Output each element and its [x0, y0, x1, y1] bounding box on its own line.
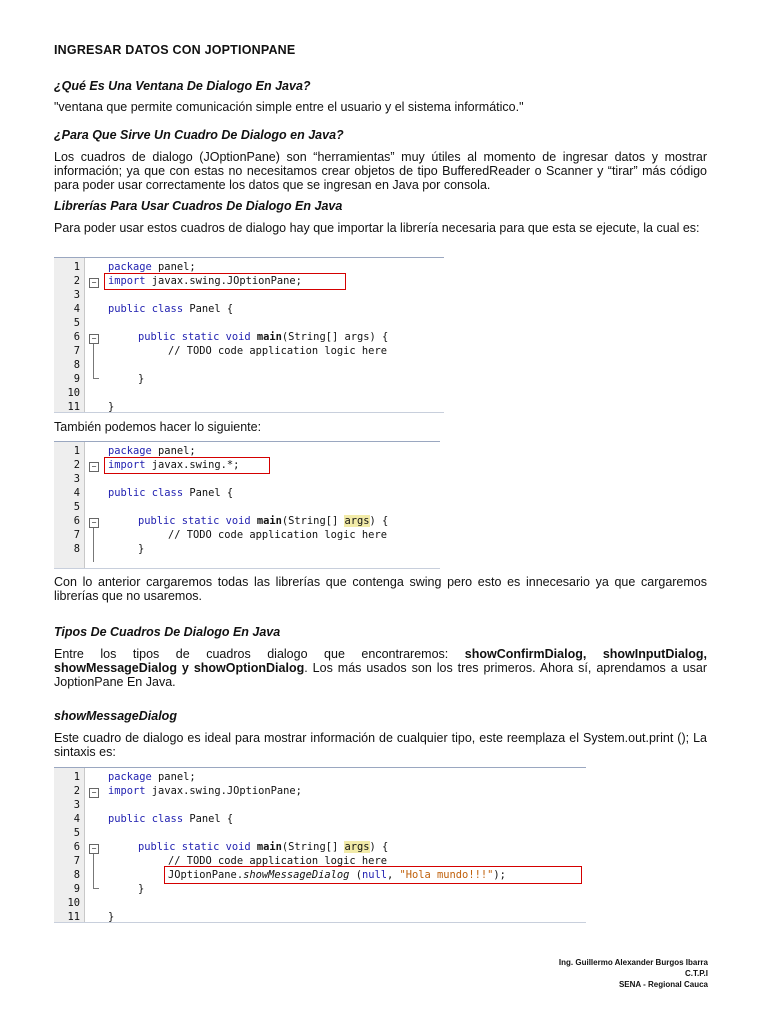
line-number: 11 — [67, 401, 80, 413]
code-text: ( — [349, 869, 362, 881]
code-keyword: public static void — [138, 515, 251, 527]
code-keyword: null — [361, 869, 387, 881]
question-heading-2: ¿Para Que Sirve Un Cuadro De Dialogo en Java? — [54, 128, 344, 142]
line-number: 6 — [73, 331, 80, 343]
code-text: ); — [493, 869, 506, 881]
fold-collapse-icon[interactable]: − — [89, 788, 99, 798]
code-method-name: main — [256, 841, 282, 853]
line-number: 4 — [73, 303, 80, 315]
fold-collapse-icon[interactable]: − — [89, 518, 99, 528]
question-heading-1: ¿Qué Es Una Ventana De Dialogo En Java? — [54, 79, 311, 93]
code-keyword: package — [108, 445, 152, 457]
highlight-box — [104, 273, 346, 290]
line-number: 6 — [73, 515, 80, 527]
line-number: 5 — [73, 827, 80, 839]
types-paragraph — [54, 647, 707, 689]
showmessagedialog-paragraph: Este cuadro de dialogo es ideal para mostrar información de cualquier tipo, este reemplaza el System.out.print (); La sintaxis es: — [54, 731, 707, 759]
line-number: 11 — [67, 911, 80, 923]
code-text: panel; — [151, 261, 196, 273]
code-highlighted-arg: args — [344, 841, 370, 853]
line-number: 1 — [73, 261, 80, 273]
code-text: , — [386, 869, 400, 881]
fold-guide-line — [93, 854, 94, 888]
line-number: 9 — [73, 883, 80, 895]
code-keyword: import — [108, 275, 146, 287]
document-title: INGRESAR DATOS CON JOPTIONPANE — [54, 43, 296, 57]
line-number: 1 — [73, 445, 80, 457]
previous-explanation-paragraph: Con lo anterior cargaremos todas las librerías que contenga swing pero esto es innecesario ya que cargaremos librerías que no usaremos. — [54, 575, 707, 603]
code-text: } — [108, 911, 115, 923]
code-block-1 — [54, 257, 444, 413]
code-comment: // TODO code application logic here — [168, 529, 387, 541]
code-text: } — [138, 543, 145, 555]
code-text: (String[] args) { — [281, 331, 389, 343]
line-number: 3 — [73, 473, 80, 485]
line-number: 9 — [73, 373, 80, 385]
code-keyword: public class — [108, 487, 184, 499]
question-answer-1: "ventana que permite comunicación simple entre el usuario y el sistema informático." — [54, 100, 524, 114]
fold-guide-line — [93, 528, 94, 562]
section-heading-showmessagedialog: showMessageDialog — [54, 709, 177, 723]
code-method-call: showMessageDialog — [243, 869, 350, 881]
code-method-name: main — [256, 331, 282, 343]
code-keyword: import — [108, 785, 146, 797]
code-keyword: package — [108, 771, 152, 783]
fold-collapse-icon[interactable]: − — [89, 462, 99, 472]
also-paragraph: También podemos hacer lo siguiente: — [54, 420, 262, 434]
code-string: "Hola mundo!!!" — [399, 869, 494, 881]
code-block-3 — [54, 767, 586, 923]
code-highlighted-arg: args — [344, 515, 370, 527]
code-text: JOptionPane. — [168, 869, 244, 881]
footer-institution: C.T.P.I — [685, 969, 708, 978]
line-number: 2 — [73, 459, 80, 471]
code-text: javax.swing.JOptionPane; — [145, 785, 302, 797]
line-number: 10 — [67, 387, 80, 399]
question-answer-2: Los cuadros de dialogo (JOptionPane) son “herramientas” muy útiles al momento de ingresar datos y mostrar información; ya que con estas no necesitamos crear objetos de tipo BufferedReader o Scanner y “tirar” más código para poder usar correctamente los datos que se ingresan en Java por consola. — [54, 150, 707, 192]
types-text-a: Entre los tipos de cuadros dialogo que encontraremos: — [54, 647, 465, 661]
types-text-b: . Los más usados son los tres primeros. Ahora sí, aprendamos a usar JoptionPane En Java. — [54, 661, 707, 689]
code-text: javax.swing.*; — [145, 459, 240, 471]
line-number: 2 — [73, 785, 80, 797]
fold-collapse-icon[interactable]: − — [89, 278, 99, 288]
code-keyword: public class — [108, 303, 184, 315]
fold-collapse-icon[interactable]: − — [89, 844, 99, 854]
code-keyword: public static void — [138, 331, 251, 343]
line-number: 8 — [73, 543, 80, 555]
fold-guide-line — [93, 344, 94, 378]
line-number: 4 — [73, 813, 80, 825]
code-text: Panel { — [183, 303, 234, 315]
types-method-list: showConfirmDialog, showInputDialog, showMessageDialog y showOptionDialog — [54, 647, 707, 675]
highlight-box — [164, 866, 582, 884]
section-heading-libraries: Librerías Para Usar Cuadros De Dialogo En Java — [54, 199, 343, 213]
code-block-2 — [54, 441, 440, 569]
code-text: ) { — [369, 841, 389, 853]
code-text: Panel { — [183, 813, 234, 825]
line-number: 4 — [73, 487, 80, 499]
code-comment: // TODO code application logic here — [168, 345, 387, 357]
fold-guide-end — [93, 888, 99, 889]
line-number: 6 — [73, 841, 80, 853]
line-number: 10 — [67, 897, 80, 909]
code-text: (String[] — [281, 515, 345, 527]
line-number: 8 — [73, 359, 80, 371]
code-text: } — [138, 883, 145, 895]
code-text: javax.swing.JOptionPane; — [145, 275, 302, 287]
line-number: 7 — [73, 345, 80, 357]
line-number: 7 — [73, 855, 80, 867]
line-number: 3 — [73, 799, 80, 811]
line-number: 7 — [73, 529, 80, 541]
line-number: 8 — [73, 869, 80, 881]
code-keyword: package — [108, 261, 152, 273]
code-text: Panel { — [183, 487, 234, 499]
code-text: panel; — [151, 445, 196, 457]
code-comment: // TODO code application logic here — [168, 855, 387, 867]
code-keyword: import — [108, 459, 146, 471]
code-text: } — [138, 373, 145, 385]
libraries-paragraph: Para poder usar estos cuadros de dialogo hay que importar la librería necesaria para que esta se ejecute, la cual es: — [54, 221, 700, 235]
code-keyword: public class — [108, 813, 184, 825]
fold-collapse-icon[interactable]: − — [89, 334, 99, 344]
code-text: } — [108, 401, 115, 413]
code-method-name: main — [256, 515, 282, 527]
footer-author: Ing. Guillermo Alexander Burgos Ibarra — [558, 958, 708, 967]
line-number: 2 — [73, 275, 80, 287]
line-number: 5 — [73, 317, 80, 329]
line-number: 5 — [73, 501, 80, 513]
code-text: panel; — [151, 771, 196, 783]
highlight-box — [104, 457, 270, 474]
code-keyword: public static void — [138, 841, 251, 853]
line-number: 1 — [73, 771, 80, 783]
fold-guide-end — [93, 378, 99, 379]
section-heading-types: Tipos De Cuadros De Dialogo En Java — [54, 625, 281, 639]
footer-region: SENA - Regional Cauca — [618, 980, 708, 989]
code-text: ) { — [369, 515, 389, 527]
line-number: 3 — [73, 289, 80, 301]
code-text: (String[] — [281, 841, 345, 853]
